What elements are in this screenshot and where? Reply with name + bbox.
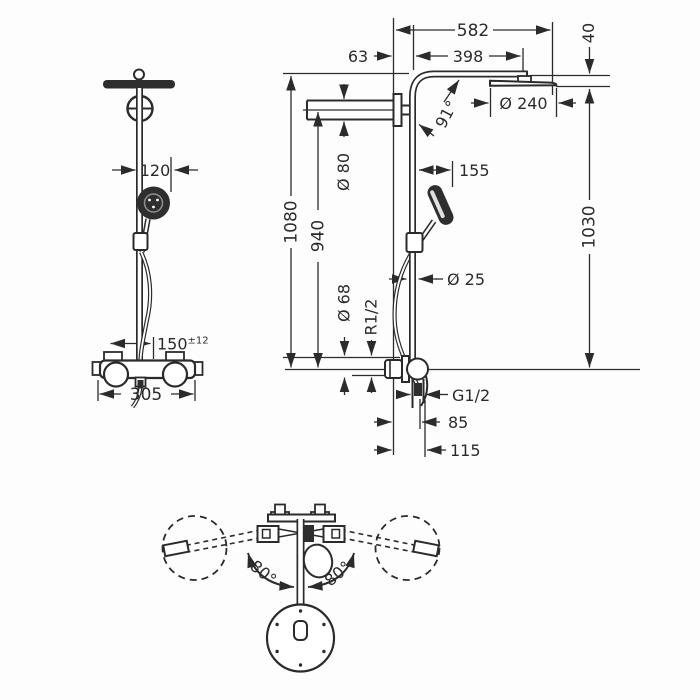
slider-front: [134, 233, 148, 250]
wall-flange: [394, 94, 402, 126]
handshower-head-side: [425, 183, 456, 227]
dim-escutcheon-diameter-label: Ø 68: [334, 283, 354, 323]
handshower-head-front: [137, 187, 170, 220]
dim-swivel-right-label: 80°: [320, 557, 355, 591]
front-view: [93, 70, 203, 408]
dim-connection-tolerance: ±12: [187, 335, 209, 347]
arm-end-right: [413, 541, 439, 556]
temperature-handle: [104, 363, 128, 387]
dim-head-drop-label: 40: [579, 22, 598, 44]
union-left: [104, 352, 122, 361]
top-view: [163, 505, 440, 672]
wall-screw-right: [315, 505, 325, 515]
dim-height-wall-bar-label: 940: [308, 219, 329, 253]
dim-height-total-label: 1080: [281, 200, 302, 244]
dim-total-width-label: 582: [456, 21, 490, 41]
overhead-shower-front: [103, 80, 175, 89]
dim-height-right-label: 1030: [579, 205, 600, 249]
dim-head-diameter-label: Ø 240: [499, 94, 548, 113]
dim-connection-distance-label: [157, 335, 209, 354]
dim-pipe-to-head-label: 398: [452, 47, 484, 66]
head-knob-front: [134, 70, 144, 80]
pipe-end-cap: [294, 621, 307, 640]
outlet-nipple: [414, 383, 422, 396]
dim-arm-angle-label: 91°: [431, 97, 462, 132]
dim-connection-value: 150: [157, 334, 188, 354]
thermostat-body-side: [407, 359, 428, 380]
slider-side: [407, 233, 423, 252]
overhead-shower-side: [490, 81, 556, 86]
wall-screw-left: [275, 505, 285, 515]
handle-side: [385, 360, 402, 378]
shower-pipe-side: [413, 74, 528, 360]
dim-inlet-thread-label: R1/2: [361, 298, 381, 336]
dim-wall-bar-diameter-label: Ø 80: [334, 152, 353, 192]
dim-outlet-offset-label: 85: [448, 413, 469, 432]
dim-outlet-thread-label: G1/2: [452, 386, 491, 405]
dim-hose-offset-label: 115: [450, 441, 481, 460]
arm-end-left: [163, 541, 189, 556]
dim-swivel-left-label: 80°: [246, 556, 281, 590]
angle-91-arrow-lower: [419, 125, 434, 137]
dim-wall-to-pipe-label: 63: [347, 47, 369, 66]
dim-head-offset-label: 120: [139, 161, 171, 180]
dim-bar-diameter-label: Ø 25: [447, 270, 486, 289]
volume-handle: [163, 363, 187, 387]
dim-valve-width-label: 305: [129, 385, 163, 405]
dimension-lines: [98, 18, 640, 457]
dim-handshower-offset-label: 155: [459, 161, 490, 180]
